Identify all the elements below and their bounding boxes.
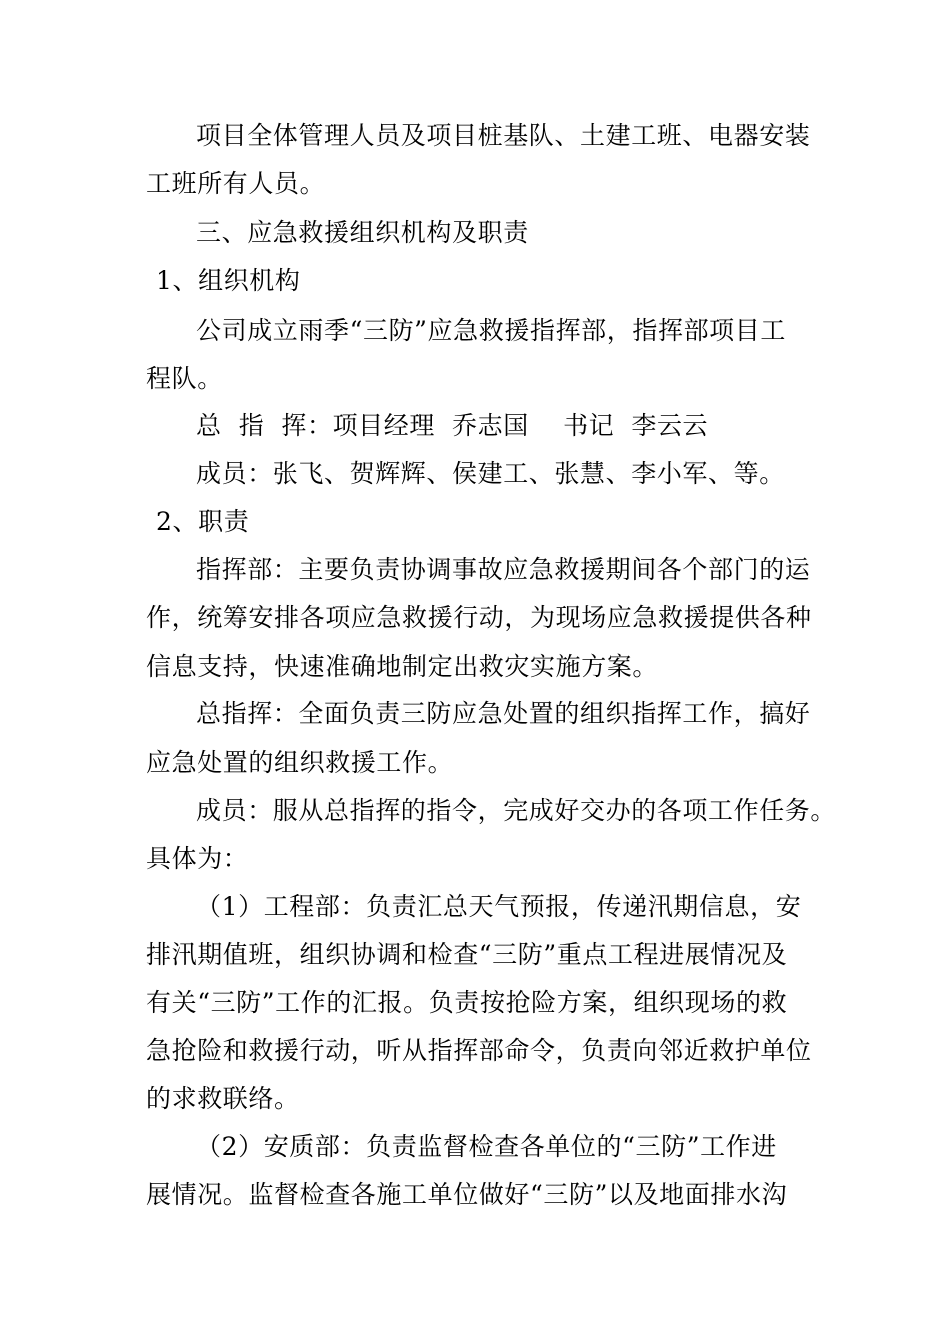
paragraph-line: 总指挥：全面负责三防应急处置的组织指挥工作，搞好 bbox=[196, 699, 811, 728]
paragraph-line: 指挥部：主要负责协调事故应急救援期间各个部门的运 bbox=[196, 555, 811, 584]
paragraph-line: 的求救联络。 bbox=[146, 1084, 300, 1113]
paragraph-line: 程队。 bbox=[146, 364, 223, 393]
paragraph-line: 总 指 挥：项目经理 乔志国 书记 李云云 bbox=[196, 411, 709, 440]
paragraph-line: 展情况。监督检查各施工单位做好“三防”以及地面排水沟 bbox=[146, 1180, 788, 1209]
section-heading: 三、应急救援组织机构及职责 bbox=[196, 218, 529, 247]
paragraph-line: 成员：张飞、贺辉辉、侯建工、张慧、李小军、等。 bbox=[196, 459, 785, 488]
paragraph-line: 排汛期值班，组织协调和检查“三防”重点工程进展情况及 bbox=[146, 940, 788, 969]
paragraph-line: 工班所有人员。 bbox=[146, 169, 326, 198]
paragraph-line: 有关“三防”工作的汇报。负责按抢险方案，组织现场的救 bbox=[146, 988, 788, 1017]
paragraph-line: 项目全体管理人员及项目桩基队、土建工班、电器安装 bbox=[196, 121, 811, 150]
paragraph-line: 公司成立雨季“三防”应急救援指挥部，指挥部项目工 bbox=[196, 316, 786, 345]
paragraph-line: 作，统筹安排各项应急救援行动，为现场应急救援提供各种 bbox=[146, 603, 812, 632]
paragraph-line: 成员：服从总指挥的指令，完成好交办的各项工作任务。 bbox=[196, 796, 837, 825]
subsection-heading: 2、职责 bbox=[156, 507, 250, 536]
paragraph-line: 信息支持，快速准确地制定出救灾实施方案。 bbox=[146, 652, 659, 681]
paragraph-line: （2）安质部：负责监督检查各单位的“三防”工作进 bbox=[196, 1132, 777, 1161]
paragraph-line: （1）工程部：负责汇总天气预报，传递汛期信息，安 bbox=[196, 892, 802, 921]
subsection-heading: 1、组织机构 bbox=[156, 266, 301, 295]
paragraph-line: 应急处置的组织救援工作。 bbox=[146, 748, 454, 777]
paragraph-line: 急抢险和救援行动，听从指挥部命令，负责向邻近救护单位 bbox=[146, 1036, 812, 1065]
paragraph-line: 具体为： bbox=[146, 844, 249, 873]
